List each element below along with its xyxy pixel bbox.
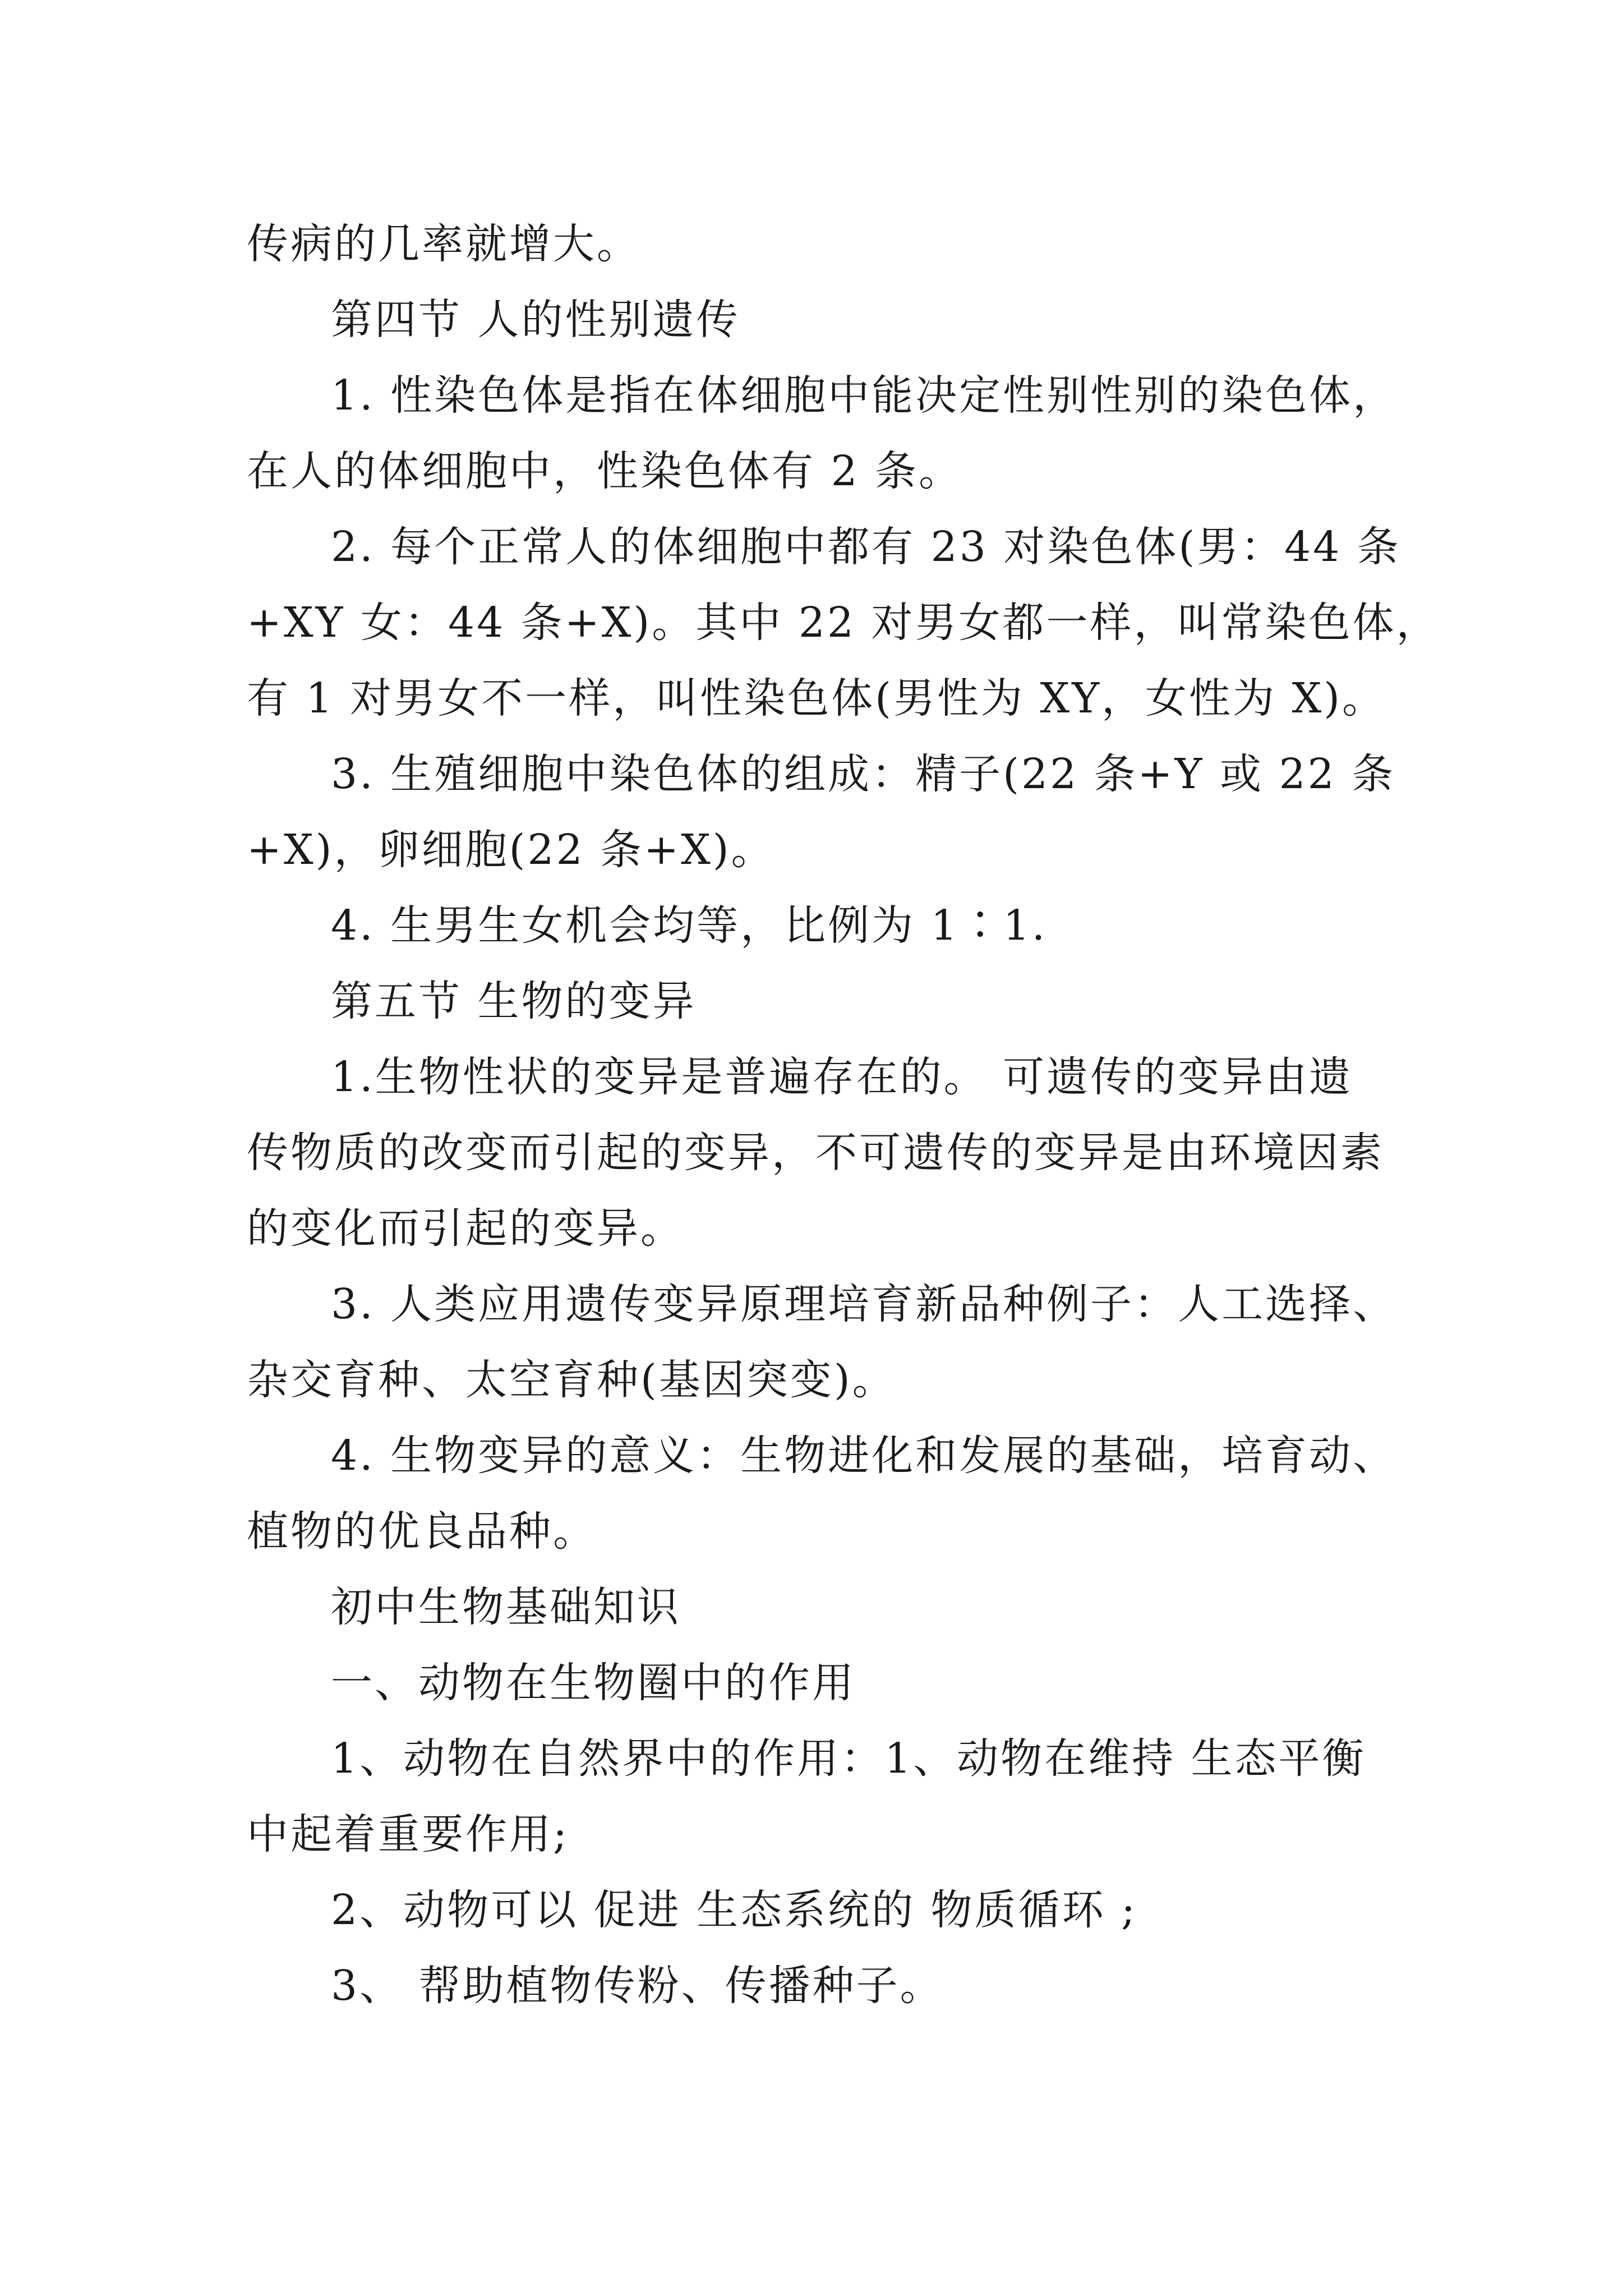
text-line: +XY 女：44 条+X)。其中 22 对男女都一样，叫常染色体，: [247, 599, 1440, 647]
text-line: 中起着重要作用;: [247, 1810, 569, 1858]
text-line: 2. 每个正常人的体细胞中都有 23 对染色体(男：44 条: [331, 523, 1401, 571]
text-line: 杂交育种、太空育种(基因突变)。: [247, 1356, 896, 1404]
section-heading: 第四节 人的性别遗传: [331, 296, 740, 344]
text-line: 1. 性染色体是指在体细胞中能决定性别性别的染色体，: [331, 371, 1397, 420]
text-line: 1、动物在自然界中的作用：1、动物在维持 生态平衡: [331, 1734, 1366, 1783]
text-line: 3. 生殖细胞中染色体的组成：精子(22 条+Y 或 22 条: [331, 750, 1396, 798]
text-line: 的变化而引起的变异。: [247, 1204, 684, 1253]
text-line: 3、 帮助植物传粉、传播种子。: [331, 1962, 944, 2010]
text-line: 植物的优良品种。: [247, 1507, 597, 1556]
text-line: 传物质的改变而引起的变异，不可遗传的变异是由环境因素: [247, 1129, 1384, 1177]
section-heading: 第五节 生物的变异: [331, 977, 697, 1025]
section-heading: 初中生物基础知识: [331, 1583, 681, 1631]
text-line: 3. 人类应用遗传变异原理培育新品种例子：人工选择、: [331, 1280, 1397, 1328]
text-line: 1.生物性状的变异是普遍存在的。 可遗传的变异由遗: [331, 1053, 1353, 1101]
text-line: +X)，卵细胞(22 条+X)。: [247, 826, 775, 874]
text-line: 有 1 对男女不一样，叫性染色体(男性为 XY，女性为 X)。: [247, 674, 1386, 723]
text-line: 4. 生男生女机会均等，比例为 1∶1.: [331, 901, 1048, 950]
section-heading: 一、动物在生物圈中的作用: [331, 1659, 856, 1707]
text-line: 传病的几率就增大。: [247, 220, 640, 268]
text-line: 4. 生物变异的意义：生物进化和发展的基础，培育动、: [331, 1432, 1397, 1480]
text-line: 在人的体细胞中，性染色体有 2 条。: [247, 447, 963, 495]
text-line: 2、动物可以 促进 生态系统的 物质循环 ;: [331, 1886, 1138, 1934]
